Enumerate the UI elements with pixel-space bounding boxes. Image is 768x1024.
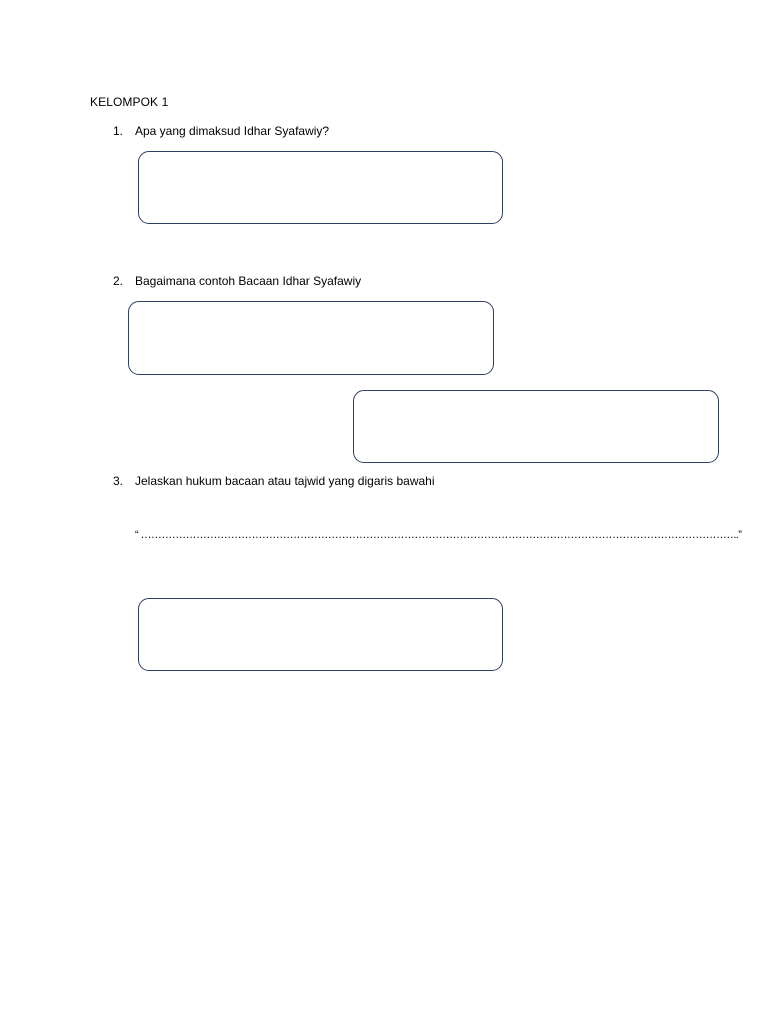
group-heading: KELOMPOK 1 [90,95,169,109]
question-3-number: 3. [113,474,124,488]
answer-box-3[interactable] [138,598,503,671]
question-2-number: 2. [113,274,124,288]
answer-box-2b[interactable] [353,390,719,463]
question-2 [113,274,361,288]
question-2-text: Bagaimana contoh Bacaan Idhar Syafawiy [135,274,362,288]
question-1 [113,124,329,138]
question-3-text: Jelaskan hukum bacaan atau tajwid yang digaris bawahi [135,474,435,488]
question-3 [113,474,435,488]
answer-box-2a[interactable] [128,301,494,375]
quoted-verse-placeholder: “ ………………………………………………………………………………………………………………………………………………………..” [135,529,742,541]
question-1-number: 1. [113,124,124,138]
question-1-text: Apa yang dimaksud Idhar Syafawiy? [135,124,330,138]
answer-box-1[interactable] [138,151,503,224]
